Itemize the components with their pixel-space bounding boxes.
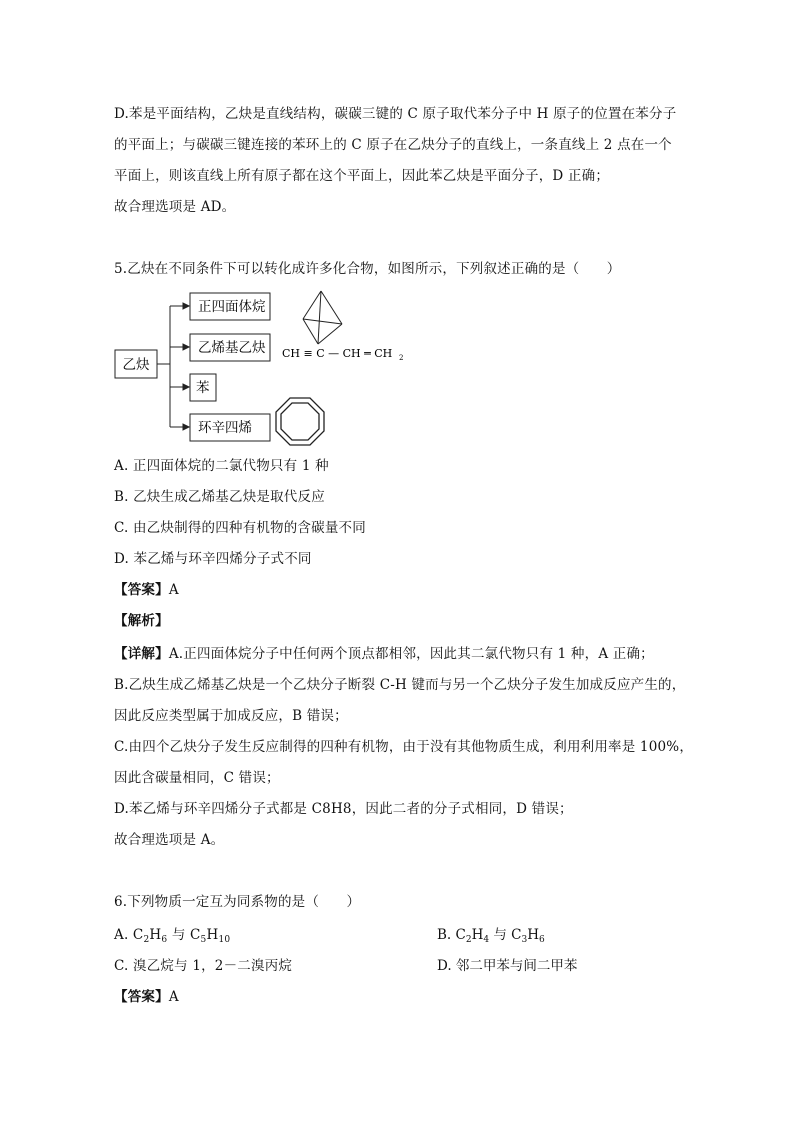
option-a: A. 正四面体烷的二氯代物只有 1 种 xyxy=(114,458,329,474)
detail-line-d: D.苯乙烯与环辛四烯分子式都是 C8H8，因此二者的分子式相同，D 错误； xyxy=(114,801,573,817)
detail-a-text: A.正四面体烷分子中任何两个顶点都相邻，因此其二氯代物只有 1 种，A 正确； xyxy=(168,646,654,662)
vinylacetylene-formula: CH ≡ C — CH ═ CH xyxy=(282,347,393,360)
source-box xyxy=(115,350,157,378)
text-line: 的平面上；与碳碳三键连接的苯环上的 C 原子在乙炔分子的直线上，一条直线上 2 点在一个 xyxy=(114,137,672,153)
source-label: 乙炔 xyxy=(122,357,150,373)
analysis-label: 【解析】 xyxy=(114,613,169,629)
text-line: D.苯是平面结构，乙炔是直线结构，碳碳三键的 C 原子取代苯分子中 H 原子的位置在苯分子 xyxy=(114,106,677,122)
answer-value: A xyxy=(168,582,179,598)
product-box-4 xyxy=(190,414,270,441)
product-label-3: 苯 xyxy=(196,380,210,396)
answer-value: A xyxy=(168,989,179,1005)
q6-option-a: A. $C_2H_6$ 与 $C_5H_{10}$ xyxy=(114,927,231,945)
product-label-2: 乙烯基乙炔 xyxy=(198,340,266,356)
option-d: D. 苯乙烯与环辛四烯分子式不同 xyxy=(114,551,312,567)
option-b: B. 乙炔生成乙烯基乙炔是取代反应 xyxy=(114,489,325,505)
option-c: C. 由乙炔制得的四种有机物的含碳量不同 xyxy=(114,520,366,536)
detail-line-a xyxy=(114,645,654,663)
q6-answer-line xyxy=(114,988,179,1006)
product-box-1 xyxy=(190,293,270,320)
product-box-3 xyxy=(190,374,216,401)
detail-line-b2: 因此反应类型属于加成反应，B 错误； xyxy=(114,708,348,724)
text-line: 平面上，则该直线上所有原子都在这个平面上，因此苯乙炔是平面分子，D 正确； xyxy=(114,168,610,184)
question-6-stem: 6.下列物质一定互为同系物的是（ ） xyxy=(114,894,361,910)
answer-label: 【答案】 xyxy=(114,989,169,1005)
product-box-2 xyxy=(190,334,270,361)
cyclooctatetraene-structure xyxy=(276,398,324,445)
detail-line-c1: C.由四个乙炔分子发生反应制得的四种有机物，由于没有其他物质生成，利用利用率是 100%， xyxy=(114,739,694,755)
question-5-stem: 5.乙炔在不同条件下可以转化成许多化合物，如图所示，下列叙述正确的是（ ） xyxy=(114,261,621,277)
q6-option-d: D. 邻二甲苯与间二甲苯 xyxy=(437,958,578,974)
answer-line xyxy=(114,581,179,599)
tetrahedrane-structure xyxy=(303,291,342,344)
product-label-1: 正四面体烷 xyxy=(198,299,266,315)
q6-option-c: C. 溴乙烷与 1，2－二溴丙烷 xyxy=(114,958,293,974)
detail-line-c2: 因此含碳量相同，C 错误； xyxy=(114,770,280,786)
formula-subscript: 2 xyxy=(399,354,404,362)
detail-label: 【详解】 xyxy=(114,646,169,662)
detail-line-b1: B.乙炔生成乙烯基乙炔是一个乙炔分子断裂 C-H 键而与另一个乙炔分子发生加成反应产生的， xyxy=(114,677,686,693)
answer-label: 【答案】 xyxy=(114,582,169,598)
product-label-4: 环辛四烯 xyxy=(198,420,252,436)
q6-option-b: B. $C_2H_4$ 与 $C_3H_6$ xyxy=(437,927,545,945)
text-line: 故合理选项是 AD。 xyxy=(114,199,236,215)
conclusion-line: 故合理选项是 A。 xyxy=(114,832,225,848)
